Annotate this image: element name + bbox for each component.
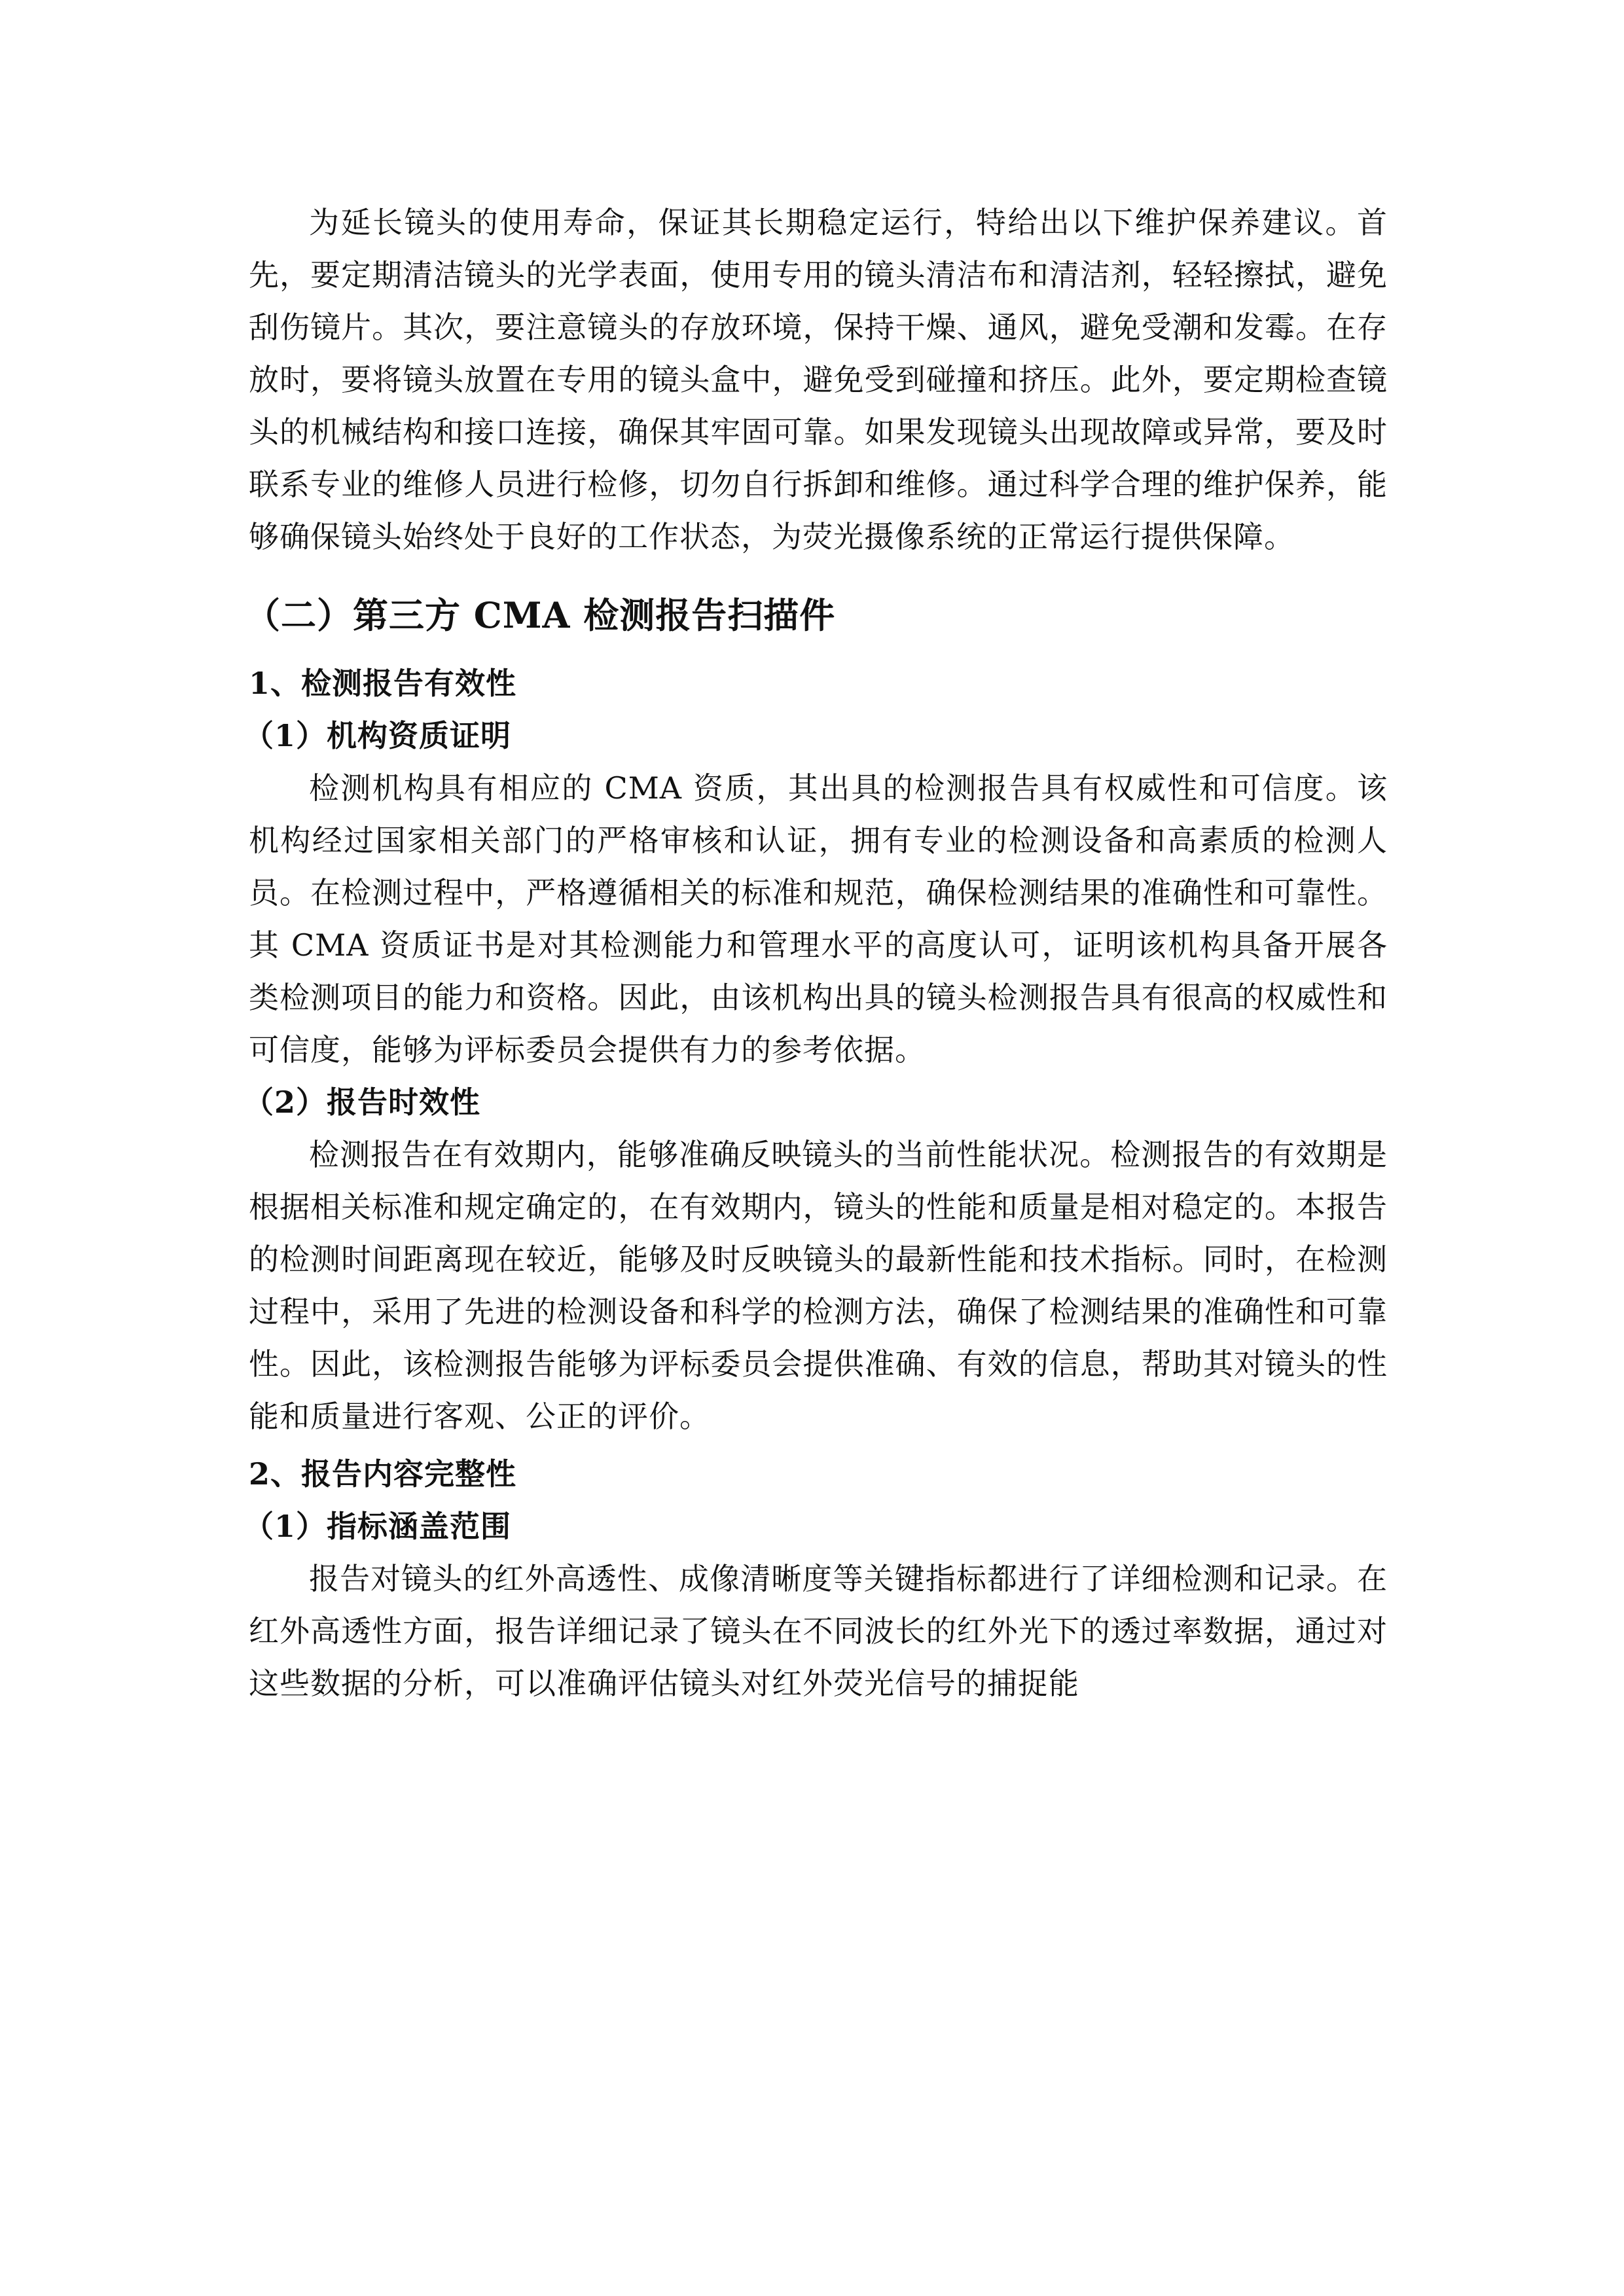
part1-sub1-paragraph: 检测机构具有相应的 CMA 资质，其出具的检测报告具有权威性和可信度。该机构经过国家相关部门的严格审核和认证，拥有专业的检测设备和高素质的检测人员。在检测过程中，严格遵循相关的标准和规范，确保检测结果的准确性和可靠性。其 CMA 资质证书是对其检测能力和管理水平的高度认可，证明该机构具备开展各类检测项目的能力和资格。因此，由该机构出具的镜头检测报告具有很高的权威性和可信度，能够为评标委员会提供有力的参考依据。 [249, 770, 1388, 1067]
part1-sub2-heading: （2）报告时效性 [244, 1085, 481, 1120]
intro-paragraph: 为延长镜头的使用寿命，保证其长期稳定运行，特给出以下维护保养建议。首先，要定期清洁镜头的光学表面，使用专用的镜头清洁布和清洁剂，轻轻擦拭，避免刮伤镜片。其次，要注意镜头的存放环境，保持干燥、通风，避免受潮和发霉。在存放时，要将镜头放置在专用的镜头盒中，避免受到碰撞和挤压。此外，要定期检查镜头的机械结构和接口连接，确保其牢固可靠。如果发现镜头出现故障或异常，要及时联系专业的维修人员进行检修，切勿自行拆卸和维修。通过科学合理的维护保养，能够确保镜头始终处于良好的工作状态，为荧光摄像系统的正常运行提供保障。 [249, 205, 1388, 554]
part1-sub2-paragraph: 检测报告在有效期内，能够准确反映镜头的当前性能状况。检测报告的有效期是根据相关标准和规定确定的，在有效期内，镜头的性能和质量是相对稳定的。本报告的检测时间距离现在较近，能够及时反映镜头的最新性能和技术指标。同时，在检测过程中，采用了先进的检测设备和科学的检测方法，确保了检测结果的准确性和可靠性。因此，该检测报告能够为评标委员会提供准确、有效的信息，帮助其对镜头的性能和质量进行客观、公正的评价。 [249, 1137, 1388, 1434]
section-title: （二）第三方 CMA 检测报告扫描件 [245, 594, 836, 636]
document-body [244, 196, 1388, 1710]
part1-sub1-heading: （1）机构资质证明 [244, 718, 512, 753]
part1-heading: 1、检测报告有效性 [249, 666, 517, 701]
part2-sub1-paragraph: 报告对镜头的红外高透性、成像清晰度等关键指标都进行了详细检测和记录。在红外高透性方面，报告详细记录了镜头在不同波长的红外光下的透过率数据，通过对这些数据的分析，可以准确评估镜头对红外荧光信号的捕捉能 [249, 1561, 1388, 1701]
part2-sub1-heading: （1）指标涵盖范围 [244, 1509, 512, 1544]
part2-heading: 2、报告内容完整性 [249, 1456, 517, 1492]
